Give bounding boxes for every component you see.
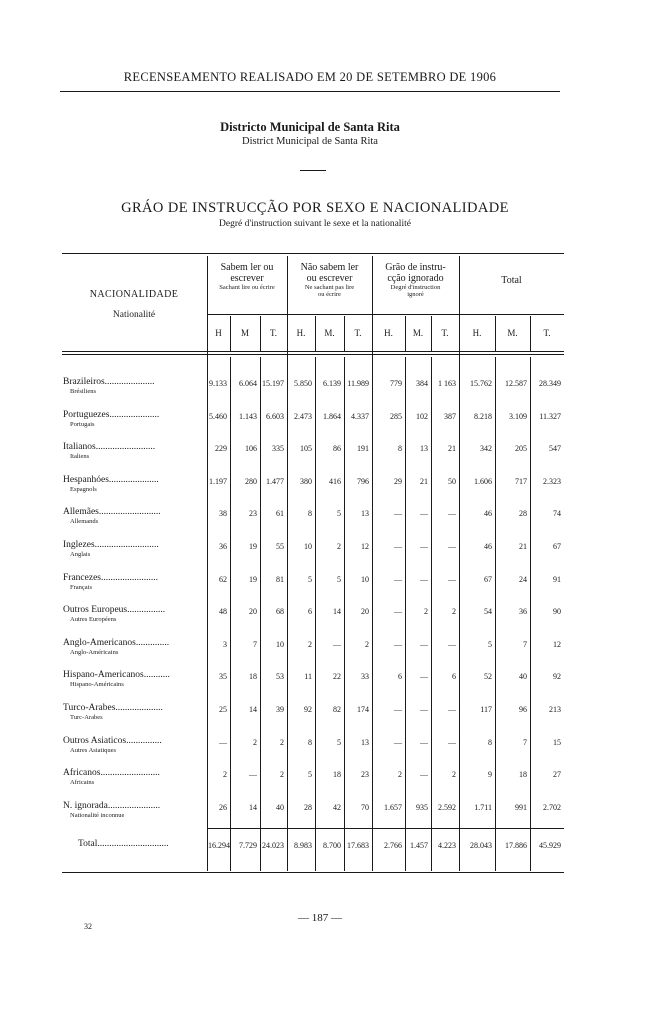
subheader-10: H. (472, 328, 482, 338)
section-title: GRÁO DE INSTRUCÇÃO POR SEXO E NACIONALIDADE (121, 200, 509, 216)
table-row-label (63, 573, 205, 591)
table-row-label (63, 801, 205, 819)
table-row-cell: 18 (249, 672, 257, 681)
table-row-cell: 1.477 (266, 477, 284, 486)
table-row-cell: — (249, 770, 257, 779)
group-header-1 (209, 263, 285, 292)
table-row-cell: 5.460 (209, 412, 227, 421)
group-header-fr-2: ignoré (407, 290, 424, 298)
table-row-label (63, 410, 205, 428)
table-row-label (63, 638, 205, 656)
table-row-cell: 46 (484, 542, 492, 551)
nationality-fr: Anglo-Américains (70, 649, 119, 656)
nationality-fr: Anglais (70, 551, 91, 558)
total-row-cell: 4.223 (438, 841, 456, 850)
table-row-cell: 10 (276, 640, 284, 649)
nationality-fr: Turc-Arabes (70, 714, 103, 721)
table-row-cell: 9 (488, 770, 492, 779)
table-row-cell: 285 (390, 412, 402, 421)
table-row-cell: — (420, 575, 428, 584)
nationality-header-fr: Nationalité (112, 310, 156, 320)
table-row-cell: 15 (553, 738, 561, 747)
table-row-cell: 6 (308, 607, 312, 616)
total-row-cell: 45.929 (539, 841, 561, 850)
table-row-cell: 6 (398, 672, 402, 681)
total-label: Total.............................. (78, 839, 169, 849)
nationality-pt: Outros Asiaticos............... (63, 736, 162, 746)
nationality-fr: Autres Européens (70, 616, 117, 623)
table-row-cell: 74 (553, 509, 561, 518)
table-row-label (63, 507, 205, 525)
table-row-cell: 55 (276, 542, 284, 551)
nationality-pt: Allemães.......................... (63, 507, 161, 517)
table-row-cell: — (420, 640, 428, 649)
nationality-fr: Espagnols (70, 486, 97, 493)
district-subtitle: District Municipal de Santa Rita (242, 136, 378, 147)
total-row-cell: 1.457 (410, 841, 428, 850)
table-row-cell: 6 (452, 672, 456, 681)
table-row-cell: 86 (333, 444, 341, 453)
table-row-cell: 7 (523, 738, 527, 747)
table-row-cell: 1.606 (474, 477, 492, 486)
table-row-cell: — (448, 640, 456, 649)
table-row-cell: 2.702 (543, 803, 561, 812)
table-row-cell: 27 (553, 770, 561, 779)
column-divider (230, 316, 231, 351)
table-row-label (63, 670, 205, 688)
subheader-7: H. (384, 328, 393, 338)
section-subtitle: Degré d'instruction suivant le sexe et la nationalité (219, 219, 411, 229)
group-header-pt-1: Total (501, 275, 522, 286)
table-row-cell: 68 (276, 607, 284, 616)
header-bottom-rule (62, 351, 564, 352)
table-row-label (63, 736, 205, 754)
table-row-cell: 14 (333, 607, 341, 616)
table-row-cell: 2 (337, 542, 341, 551)
group-header-fr-1: Degré d'instruction (390, 284, 441, 291)
subheader-6: T. (354, 328, 362, 338)
table-row-cell: 387 (444, 412, 456, 421)
table-row-cell: 52 (484, 672, 492, 681)
table-row-cell: 40 (519, 672, 527, 681)
table-row-cell: 2 (365, 640, 369, 649)
table-row-cell: 40 (276, 803, 284, 812)
nationality-pt: Inglezes........................... (63, 540, 159, 550)
header-rule (60, 91, 560, 92)
table-row-cell: 1.864 (323, 412, 341, 421)
table-row-cell: 2.473 (294, 412, 312, 421)
table-row-cell: 21 (448, 444, 456, 453)
table-row-cell: 20 (249, 607, 257, 616)
district-title: Districto Municipal de Santa Rita (220, 120, 400, 134)
nationality-pt: Portuguezes..................... (63, 410, 160, 420)
table-row-cell: 42 (333, 803, 341, 812)
table-row-label (63, 377, 205, 395)
table-row-cell: 5 (337, 575, 341, 584)
nationality-fr: Autres Asiatiques (70, 747, 117, 754)
total-row-cell: 7.729 (239, 841, 257, 850)
table-row-cell: 28.349 (539, 379, 561, 388)
nationality-pt: Italianos......................... (63, 442, 156, 452)
group-header-fr-1: Sachant lire ou écrire (219, 284, 275, 291)
nationality-fr: Français (70, 584, 93, 591)
table-row-cell: 18 (333, 770, 341, 779)
subheader-3: T. (269, 328, 278, 338)
table-row-cell: — (448, 509, 456, 518)
nationality-pt: Anglo-Americanos.............. (63, 638, 170, 648)
subheader-5: M. (324, 328, 335, 338)
table-row-cell: 13 (420, 444, 428, 453)
table-row-cell: 2 (398, 770, 402, 779)
table-row-cell: 3 (223, 640, 227, 649)
table-row-cell: 62 (219, 575, 227, 584)
table-row-cell: 8 (398, 444, 402, 453)
table-row-cell: 2 (308, 640, 312, 649)
nationality-fr: Allemands (70, 518, 99, 525)
table-row-cell: 7 (253, 640, 257, 649)
table-row-cell: 1.711 (474, 803, 492, 812)
table-row-cell: 205 (515, 444, 527, 453)
table-row-cell: 8.218 (474, 412, 492, 421)
table-row-cell: 70 (361, 803, 369, 812)
subheader-12: T. (543, 328, 551, 338)
nationality-fr: Hispano-Américains (70, 681, 124, 688)
table-row-cell: 25 (219, 705, 227, 714)
table-row-cell: 14 (249, 803, 257, 812)
table-row-cell: 36 (219, 542, 227, 551)
group-header-pt-1: Não sabem ler (300, 262, 359, 273)
table-row-cell: 229 (215, 444, 227, 453)
table-bottom-rule (62, 872, 564, 873)
table-row-cell: 5 (488, 640, 492, 649)
column-divider (431, 316, 432, 351)
nationality-pt: Hispano-Americanos........... (63, 670, 170, 680)
table-row-cell: — (394, 509, 402, 518)
table-row-cell: 11.327 (539, 412, 561, 421)
table-row-cell: 1 163 (438, 379, 456, 388)
table-row-cell: 82 (333, 705, 341, 714)
table-row-cell: 4.337 (351, 412, 369, 421)
total-row-cell: 17.683 (347, 841, 369, 850)
table-row-cell: 23 (249, 509, 257, 518)
table-row-cell: 2 (223, 770, 227, 779)
nationality-pt: Brazileiros..................... (63, 377, 155, 387)
nationality-fr: Nationalité inconnue (70, 812, 125, 819)
table-row-cell: 6.139 (323, 379, 341, 388)
nationality-pt: Turco-Arabes.................... (63, 703, 163, 713)
subheader-top-rule (207, 314, 564, 315)
total-row-label (78, 839, 205, 849)
subheader-2: M (240, 328, 249, 338)
group-header-pt-1: Sabem ler ou (220, 262, 274, 273)
table-row-cell: 779 (390, 379, 402, 388)
nationality-fr: Brésiliens (70, 388, 96, 395)
table-row-cell: 102 (416, 412, 428, 421)
table-row-cell: 12.587 (505, 379, 527, 388)
nationality-fr: Africains (70, 779, 95, 786)
table-row-cell: 3.109 (509, 412, 527, 421)
column-divider (530, 316, 531, 351)
total-row-cell: 24.023 (262, 841, 284, 850)
table-row-cell: 19 (249, 575, 257, 584)
table-row-cell: 547 (549, 444, 561, 453)
total-row-cell: 8.983 (294, 841, 312, 850)
table-row-cell: 90 (553, 607, 561, 616)
table-row-cell: 15.197 (262, 379, 284, 388)
table-row-cell: 23 (361, 770, 369, 779)
table-row-cell: 14 (249, 705, 257, 714)
table-row-cell: 1.197 (209, 477, 227, 486)
column-divider (495, 316, 496, 351)
table-row-cell: — (420, 705, 428, 714)
nationality-pt: Outros Europeus................ (63, 605, 166, 615)
table-row-cell: 2 (452, 607, 456, 616)
table-row-cell: 991 (515, 803, 527, 812)
table-row-cell: 26 (219, 803, 227, 812)
table-row-cell: — (448, 738, 456, 747)
table-row-cell: 22 (333, 672, 341, 681)
table-row-cell: 5 (337, 738, 341, 747)
table-row-cell: 13 (361, 738, 369, 747)
table-row-cell: 11.989 (347, 379, 369, 388)
nationality-pt: N. ignorada...................... (63, 801, 161, 811)
table-row-cell: 174 (357, 705, 369, 714)
table-row-cell: 67 (484, 575, 492, 584)
table-row-cell: 96 (519, 705, 527, 714)
table-row-cell: 10 (304, 542, 312, 551)
table-row-cell: 54 (484, 607, 492, 616)
table-row-cell: 5 (308, 770, 312, 779)
table-row-cell: 342 (480, 444, 492, 453)
table-row-cell: 19 (249, 542, 257, 551)
table-row-cell: 9.133 (209, 379, 227, 388)
table-row-cell: 10 (361, 575, 369, 584)
total-row-cell: 16.294 (208, 841, 230, 850)
total-row-cell: 8.700 (323, 841, 341, 850)
table-row-cell: 935 (416, 803, 428, 812)
nationality-pt: Francezes........................ (63, 573, 158, 583)
nationality-pt: Hespanhóes..................... (63, 475, 159, 485)
table-row-cell: — (394, 607, 402, 616)
table-row-cell: 106 (245, 444, 257, 453)
table-row-cell: 5.850 (294, 379, 312, 388)
table-row-cell: 8 (308, 738, 312, 747)
table-row-label (63, 768, 205, 786)
group-header-pt-1: Grão de instru- (385, 262, 446, 273)
table-row-cell: 1.657 (384, 803, 402, 812)
column-divider (405, 316, 406, 351)
nationality-header: NACIONALIDADE (89, 289, 179, 300)
table-row-cell: 2.323 (543, 477, 561, 486)
table-row-cell: 33 (361, 672, 369, 681)
column-divider (315, 316, 316, 351)
table-row-cell: 416 (329, 477, 341, 486)
corner-mark: 32 (84, 922, 92, 931)
table-row-label (63, 703, 205, 721)
table-row-cell: 380 (300, 477, 312, 486)
title-dash (300, 170, 326, 171)
table-row-cell: 46 (484, 509, 492, 518)
nationality-fr: Portugais (70, 421, 95, 428)
table-row-cell: 280 (245, 477, 257, 486)
column-divider (344, 316, 345, 351)
table-row-cell: — (420, 672, 428, 681)
table-row-cell: 12 (553, 640, 561, 649)
table-row-cell: 1.143 (239, 412, 257, 421)
table-row-cell: 15.762 (470, 379, 492, 388)
table-row-cell: 50 (448, 477, 456, 486)
table-row-cell: 384 (416, 379, 428, 388)
table-row-cell: 2 (424, 607, 428, 616)
table-row-cell: 18 (519, 770, 527, 779)
table-row-label (63, 475, 205, 493)
table-row-label (63, 605, 205, 623)
table-row-cell: 20 (361, 607, 369, 616)
table-row-cell: — (394, 640, 402, 649)
table-row-cell: 35 (219, 672, 227, 681)
table-row-cell: 21 (420, 477, 428, 486)
table-row-cell: 6.064 (239, 379, 257, 388)
table-row-cell: 335 (272, 444, 284, 453)
table-row-cell: 13 (361, 509, 369, 518)
table-row-cell: — (448, 705, 456, 714)
total-row-cell: 2.766 (384, 841, 402, 850)
header-bottom-rule-2 (62, 354, 564, 355)
table-row-cell: 6.603 (266, 412, 284, 421)
table-row-cell: 48 (219, 607, 227, 616)
subheader-8: M. (412, 328, 424, 338)
group-header-pt-2: ou escrever (306, 272, 353, 284)
table-row-cell: — (448, 575, 456, 584)
table-row-cell: 2 (253, 738, 257, 747)
table-row-cell: 29 (394, 477, 402, 486)
table-row-cell: — (219, 738, 227, 747)
table-row-cell: 7 (523, 640, 527, 649)
subheader-11: M. (507, 328, 518, 338)
table-row-cell: — (394, 542, 402, 551)
table-row-cell: 21 (519, 542, 527, 551)
table-row-cell: — (394, 705, 402, 714)
total-row-cell: 28.043 (470, 841, 492, 850)
table-row-cell: — (420, 542, 428, 551)
group-header-fr-2: ou écrire (318, 290, 341, 298)
table-row-cell: 8 (488, 738, 492, 747)
column-divider (260, 316, 261, 351)
table-row-cell: 53 (276, 672, 284, 681)
table-row-cell: 38 (219, 509, 227, 518)
group-header-pt-2: cção ignorado (387, 272, 444, 284)
table-row-cell: 67 (553, 542, 561, 551)
subheader-9: T. (441, 328, 449, 338)
table-row-cell: 117 (480, 705, 492, 714)
table-row-cell: 796 (357, 477, 369, 486)
group-header-3 (374, 263, 457, 299)
table-row-cell: 12 (361, 542, 369, 551)
table-row-cell: 2 (280, 738, 284, 747)
table-row-cell: 28 (304, 803, 312, 812)
table-row-cell: 105 (300, 444, 312, 453)
table-row-cell: 2.592 (438, 803, 456, 812)
table-top-rule (62, 253, 564, 254)
group-header-4 (461, 276, 562, 288)
table-row-cell: 91 (553, 575, 561, 584)
table-row-cell: 191 (357, 444, 369, 453)
nationality-pt: Africanos......................... (63, 768, 160, 778)
table-row-cell: 2 (452, 770, 456, 779)
nationality-fr: Italiens (70, 453, 90, 460)
table-row-cell: 24 (519, 575, 527, 584)
table-row-cell: 61 (276, 509, 284, 518)
table-row-cell: 92 (553, 672, 561, 681)
table-row-cell: — (448, 542, 456, 551)
table-row-cell: 92 (304, 705, 312, 714)
table-row-cell: 213 (549, 705, 561, 714)
table-row-cell: 28 (519, 509, 527, 518)
table-row-cell: 81 (276, 575, 284, 584)
total-row-cell: 17.886 (505, 841, 527, 850)
table-row-cell: 5 (337, 509, 341, 518)
table-row-cell: 36 (519, 607, 527, 616)
group-header-pt-2: escrever (230, 272, 264, 284)
table-row-cell: 5 (308, 575, 312, 584)
table-row-cell: — (420, 738, 428, 747)
table-row-cell: 2 (280, 770, 284, 779)
page-number: — 187 — (298, 912, 342, 924)
table-row-label (63, 540, 205, 558)
table-row-cell: — (394, 575, 402, 584)
table-row-label (63, 442, 205, 460)
table-row-cell: 717 (515, 477, 527, 486)
subheader-4: H. (296, 328, 306, 338)
table-row-cell: — (394, 738, 402, 747)
page-header: RECENSEAMENTO REALISADO EM 20 DE SETEMBRO DE 1906 (123, 70, 497, 84)
subheader-1: H (215, 328, 222, 338)
table-row-cell: — (333, 640, 341, 649)
group-header-fr-1: Ne sachant pas lire (304, 284, 355, 291)
table-row-cell: 11 (304, 672, 312, 681)
table-row-cell: 8 (308, 509, 312, 518)
table-row-cell: 39 (276, 705, 284, 714)
table-row-cell: — (420, 770, 428, 779)
group-header-2 (289, 263, 370, 299)
table-row-cell: — (420, 509, 428, 518)
